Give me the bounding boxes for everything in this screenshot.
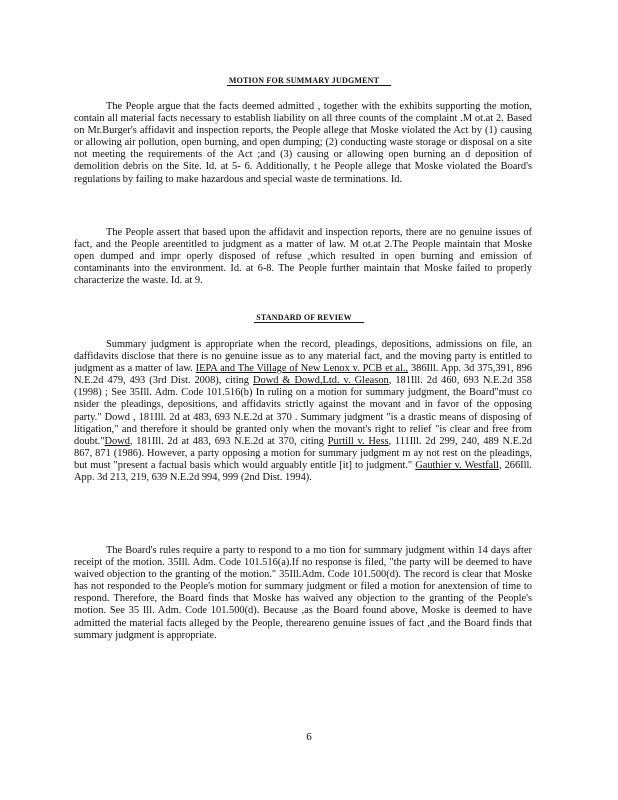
motion-heading: MOTION FOR SUMMARY JUDGMENT (0, 76, 618, 85)
case-citation: Purtill v. Hess (327, 435, 389, 447)
case-citation: Dowd & Dowd,Ltd. v. Gleason (253, 375, 389, 387)
case-citation: Dowd (104, 435, 130, 447)
paragraph-board-rules: The Board's rules require a party to respond to a mo tion for summary judgment within 14 days after receipt of the motion. 35Ill. Adm. Code 101.516(a).If no response is filed, "the party will be deemed to have waived objection to the granting of the motion." 35Ill.Adm. Code 101.500(d). The record is clear that Moske has not responded to the People's motion for summary judgment or filed a motion for anextension of time to respond. Therefore, the Board finds that Moske has waived any objection to the granting of the People's motion. See 35 Ill. Adm. Code 101.500(d). Because ,as the Board found above, Moske is deemed to have admitted the material facts alleged by the People, thereareno genuine issues of fact ,and the Board finds that summary judgment is appropriate. (74, 545, 532, 641)
case-citation: IEPA and The Village of New Lenox v. PCB et al., (195, 363, 409, 375)
standard-of-review-heading: STANDARD OF REVIEW (0, 313, 618, 322)
paragraph-people-argue: The People argue that the facts deemed admitted , together with the exhibits supporting the motion, contain all material facts necessary to establish liability on all three counts of the complaint .M ot.at 2. Based on Mr.Burger's affidavit and inspection reports, the People allege that Moske violated the Act by (1) causing or allowing air pollution, open burning, and open dumping; (2) conducting waste storage or disposal on a site not meeting the requirements of the Act ;and (3) causing or allowing open burning an d deposition of demolition debris on the Site. Id. at 5- 6. Additionally, t he People allege that Moske violated the Board's regulations by failing to make hazardous and special waste de terminations. Id. (74, 101, 532, 185)
paragraph-people-assert: The People assert that based upon the affidavit and inspection reports, there are no genuine issues of fact, and the People areentitled to judgment as a matter of law. M ot.at 2.The People maintain that Moske open dumped and impr operly disposed of refuse ,which resulted in open burning and emission of contaminants into the environment. Id. at 6-8. The People further maintain that Moske failed to properly characterize the waste. Id. at 9. (74, 227, 532, 287)
case-citation: Gauthier v. Westfall (415, 459, 499, 471)
paragraph-summary-judgment: Summary judgment is appropriate when the record, pleadings, depositions, admissions on file, an daffidavits disclose that there is no genuine issue as to any material fact, and the moving party is entitled to judgment as a matter of law. IEPA and The Village of New Lenox v. PCB et al., 386Ill. App. 3d 375,391, 896 N.E.2d 479, 493 (3rd Dist. 2008), citing Dowd & Dowd,Ltd. v. Gleason, 181Ill. 2d 460, 693 N.E.2d 358 (1998) ; See 35Ill. Adm. Code 101.516(b) In ruling on a motion for summary judgment, the Board"must co nsider the pleadings, depositions, and affidavits strictly against the movant and in favor of the opposing party." Dowd , 181Ill. 2d at 483, 693 N.E.2d at 370 . Summary judgment "is a drastic means of disposing of litigation," and therefore it should be granted only when the movant's right to relief "is clear and free from doubt."Dowd, 181Ill. 2d at 483, 693 N.E.2d at 370, citing Purtill v. Hess, 111Ill. 2d 299, 240, 489 N.E.2d 867, 871 (1986). However, a party opposing a motion for summary judgment m ay not rest on the pleadings, but must "present a factual basis which would arguably entitle [it] to judgment." Gauthier v. Westfall, 266Ill. App. 3d 213, 219, 639 N.E.2d 994, 999 (2nd Dist. 1994). (74, 339, 532, 484)
page-number: 6 (306, 731, 312, 743)
